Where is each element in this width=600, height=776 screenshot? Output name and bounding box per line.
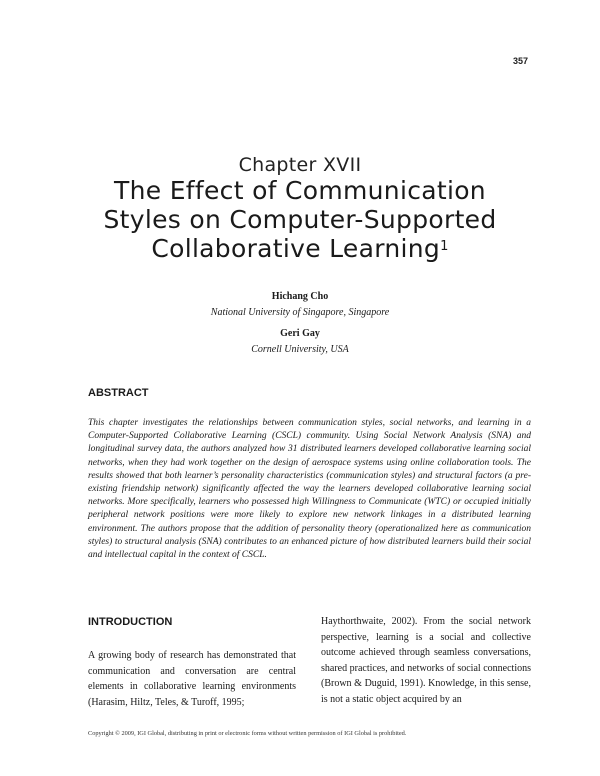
page-number: 357 bbox=[512, 56, 528, 66]
author-affiliation: National University of Singapore, Singapore bbox=[210, 307, 390, 318]
author-name: Geri Gay bbox=[280, 328, 320, 339]
title-footnote-marker: 1 bbox=[440, 239, 449, 254]
paper-title bbox=[60, 176, 540, 263]
copyright-footer: Copyright © 2009, IGI Global, distributing in print or electronic forms without written permission of IGI Global is prohibited. bbox=[88, 730, 407, 737]
abstract-body: This chapter investigates the relationships between communication styles, social networks, and learning in a Computer-Supported Collaborative Learning (CSCL) community. Using Social Network Analysis (SNA) and longitudinal survey data, the authors analyzed how 31 distributed learners developed collaborative learning social networks, when they had work together on the design of aerospace systems using online collaboration tools. The results showed that both learner’s personality characteristics (communication styles) and structural factors (a pre-existing friendship network) significantly affected the way the learners developed collaborative learning social networks. More specifically, learners who possessed high Willingness to Communicate (WTC) or occupied initially peripheral network positions were more likely to explore new network linkages in a distributed learning environment. The authors propose that the addition of personality theory (operationalized here as communication styles) to structural analysis (SNA) contributes to an enhanced picture of how distributed learners build their social and intellectual capital in the context of CSCL. bbox=[88, 418, 531, 561]
title-line: Styles on Computer-Supported bbox=[103, 205, 497, 234]
author-affiliation: Cornell University, USA bbox=[251, 344, 349, 355]
abstract-heading: ABSTRACT bbox=[88, 387, 149, 399]
title-line: Collaborative Learning bbox=[151, 234, 441, 263]
title-line: The Effect of Communication bbox=[114, 176, 486, 205]
introduction-left-column: A growing body of research has demonstrated that communication and conversation are central elements in collaborative learning environments (Harasim, Hiltz, Teles, & Turoff, 1995; bbox=[88, 650, 296, 708]
author-block bbox=[0, 327, 600, 356]
chapter-label: Chapter XVII bbox=[238, 154, 362, 176]
introduction-right-column: Haythorthwaite, 2002). From the social network perspective, learning is a social and collective outcome achieved through seamless conversations, shared practices, and networks of social connections (Brown & Duguid, 1991). Knowledge, in this sense, is not a static object acquired by an bbox=[321, 616, 531, 705]
introduction-heading: INTRODUCTION bbox=[88, 616, 173, 628]
author-name: Hichang Cho bbox=[271, 291, 329, 302]
author-block bbox=[0, 290, 600, 319]
